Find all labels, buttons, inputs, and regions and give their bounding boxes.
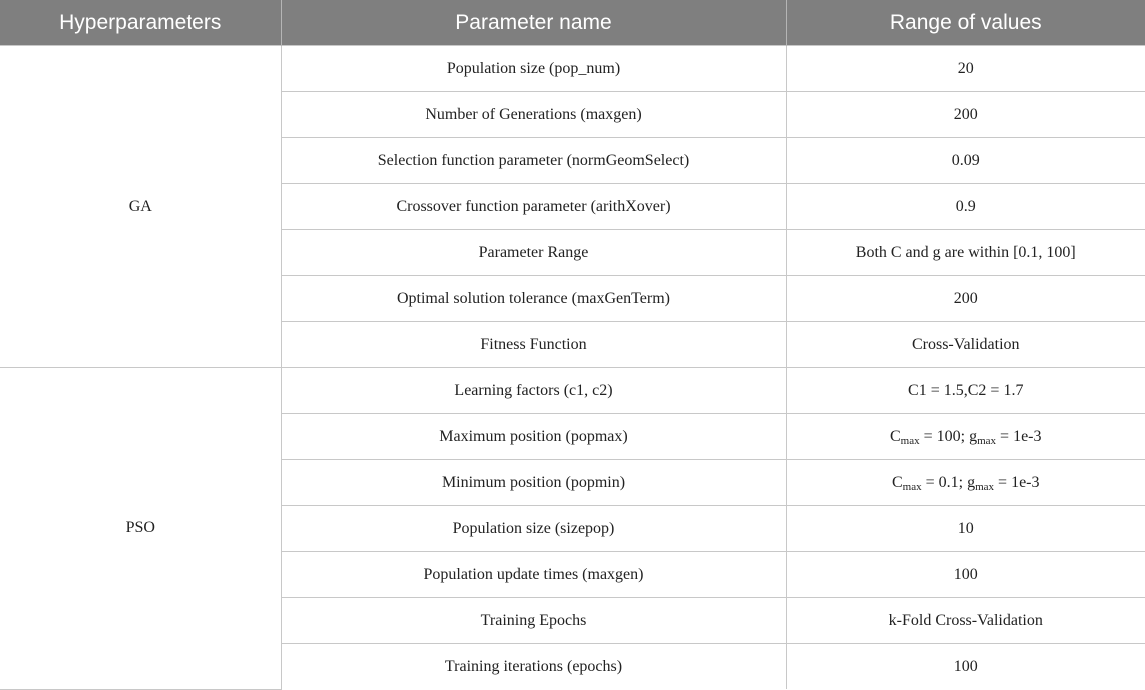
range-value-cell: 10	[786, 506, 1145, 552]
g-subscript: max	[977, 434, 997, 447]
parameter-name-cell: Population size (pop_num)	[281, 46, 786, 92]
c-subscript: max	[902, 480, 922, 493]
g-value-text: = 1e-3	[994, 473, 1040, 491]
range-value-cell	[786, 414, 1145, 460]
range-value-cell: 0.09	[786, 138, 1145, 184]
table-body	[0, 46, 1145, 690]
c-value-text: = 100; g	[919, 427, 978, 445]
g-subscript: max	[975, 480, 995, 493]
parameter-name-cell: Population size (sizepop)	[281, 506, 786, 552]
parameter-name-cell: Crossover function parameter (arithXover)	[281, 184, 786, 230]
c-value-text: = 0.1; g	[921, 473, 976, 491]
group-ga-cell: GA	[0, 46, 281, 368]
c-subscript: max	[900, 434, 920, 447]
range-value-cell: 100	[786, 644, 1145, 690]
parameter-name-cell: Maximum position (popmax)	[281, 414, 786, 460]
parameter-name-cell: Selection function parameter (normGeomSelect)	[281, 138, 786, 184]
range-value-cell: 200	[786, 92, 1145, 138]
group-pso-cell: PSO	[0, 368, 281, 690]
table-header	[0, 0, 1145, 46]
header-hyperparameters: Hyperparameters	[0, 0, 281, 46]
parameter-name-cell: Fitness Function	[281, 322, 786, 368]
range-value-cell: Cross-Validation	[786, 322, 1145, 368]
parameter-name-cell: Parameter Range	[281, 230, 786, 276]
range-value-cell	[786, 460, 1145, 506]
range-value-cell: C1 = 1.5,C2 = 1.7	[786, 368, 1145, 414]
parameter-name-cell: Number of Generations (maxgen)	[281, 92, 786, 138]
parameter-name-cell: Minimum position (popmin)	[281, 460, 786, 506]
range-value-cell: 100	[786, 552, 1145, 598]
header-range-of-values: Range of values	[786, 0, 1145, 46]
c-symbol: C	[892, 473, 903, 491]
range-value-cell: 0.9	[786, 184, 1145, 230]
parameter-name-cell: Population update times (maxgen)	[281, 552, 786, 598]
parameter-name-cell: Training Epochs	[281, 598, 786, 644]
header-row	[0, 0, 1145, 46]
header-parameter-name: Parameter name	[281, 0, 786, 46]
range-value-cell: 20	[786, 46, 1145, 92]
g-value-text: = 1e-3	[996, 427, 1042, 445]
parameter-name-cell: Training iterations (epochs)	[281, 644, 786, 690]
parameter-name-cell: Learning factors (c1, c2)	[281, 368, 786, 414]
parameter-name-cell: Optimal solution tolerance (maxGenTerm)	[281, 276, 786, 322]
table-row	[0, 368, 1145, 414]
c-symbol: C	[890, 427, 901, 445]
range-value-cell: k-Fold Cross-Validation	[786, 598, 1145, 644]
range-value-cell: 200	[786, 276, 1145, 322]
range-value-cell: Both C and g are within [0.1, 100]	[786, 230, 1145, 276]
table-row	[0, 46, 1145, 92]
